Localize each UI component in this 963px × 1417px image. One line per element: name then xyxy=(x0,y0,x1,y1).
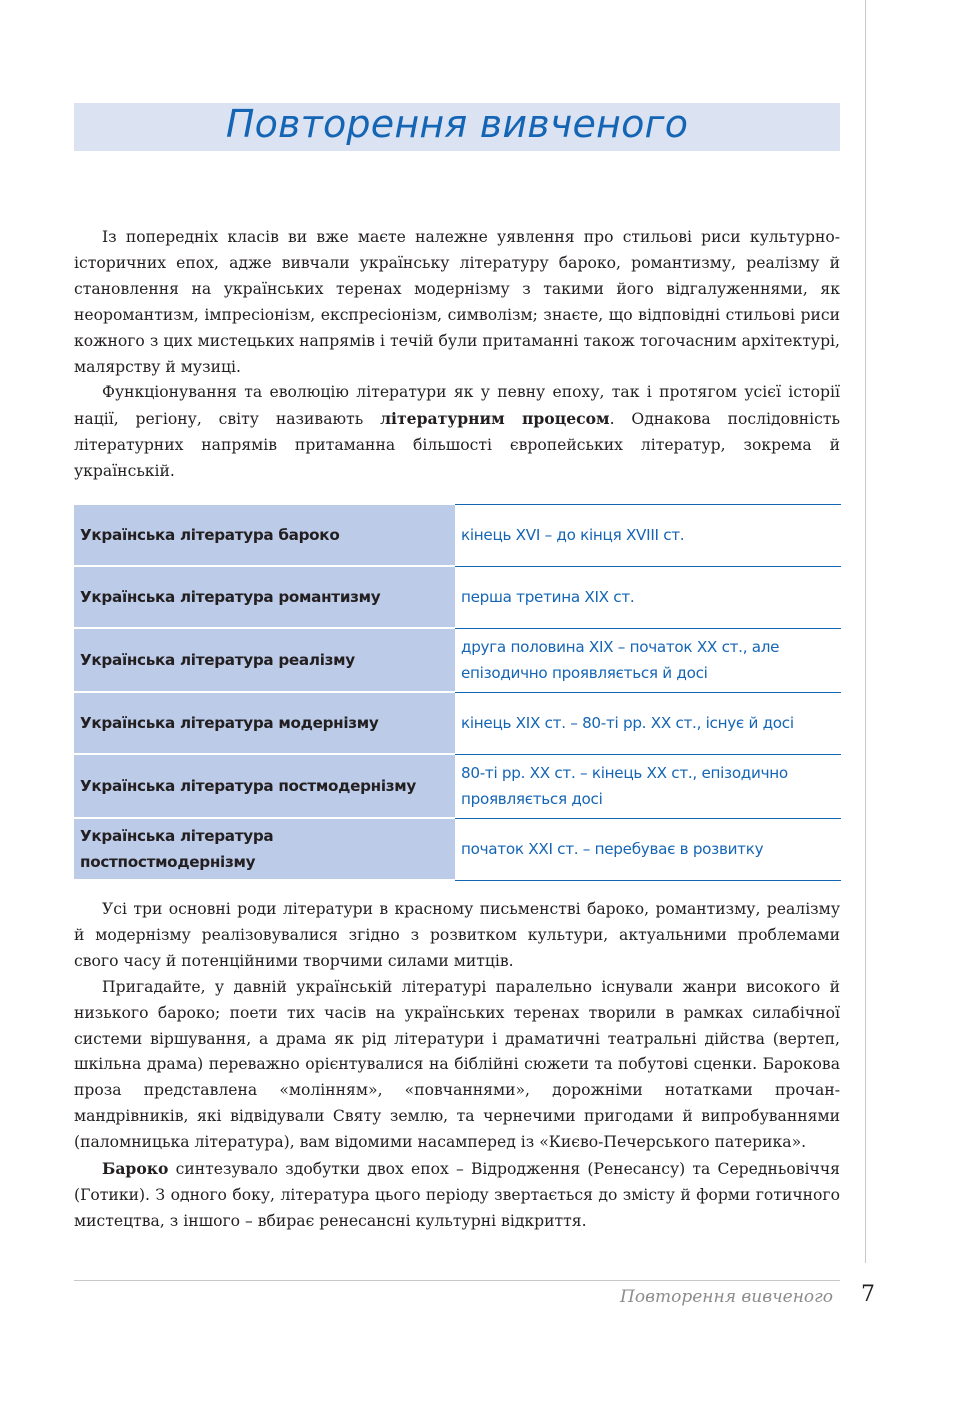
term-baroque: Бароко xyxy=(102,1159,169,1179)
period-name-cell: Українська література модернізму xyxy=(74,692,455,754)
page-number: 7 xyxy=(861,1282,875,1307)
table-row xyxy=(74,754,841,818)
intro-text xyxy=(74,225,840,485)
paragraph-1: Із попередніх класів ви вже маєте належне уявлення про стильові риси культурно-історичних епох, адже вивчали українську літературу бароко, романтизму, реалізму й становлення на українських теренах модернізму з такими його відгалуженнями, як неоромантизм, імпресіонізм, експресіонізм, символізм; знаєте, що відповідні стильові риси кожного з цих мистецьких напрямів і течій були притаманні також тогочасним архітектурі, малярству й музиці. xyxy=(74,228,840,376)
body-text xyxy=(74,897,840,1235)
term-literary-process: літературним процесом xyxy=(380,409,610,429)
periods-table xyxy=(74,503,841,881)
period-time-cell: 80-ті рр. XX ст. – кінець XX ст., епізодично проявляється досі xyxy=(455,754,841,818)
paragraph-2 xyxy=(74,380,840,485)
footer-rule xyxy=(74,1280,840,1281)
period-name-cell: Українська література постпостмодернізму xyxy=(74,818,455,880)
period-time-cell: кінець XVI – до кінця XVIII ст. xyxy=(455,504,841,566)
table-row xyxy=(74,818,841,880)
margin-rule xyxy=(865,0,866,1263)
period-time-cell: перша третина XIX ст. xyxy=(455,566,841,628)
paragraph-5-rest: синтезувало здобутки двох епох – Відродження (Ренесансу) та Середньовіччя (Готики). З одного боку, література цього періоду звертається до змісту й форми готичного мистецтва, з іншого – вбирає ренесансні культурні відкриття. xyxy=(74,1160,840,1230)
paragraph-2-start: Функціонування та еволюцію літератури як у певну епоху, так і протягом усієї історії нації, регіону, світу називають xyxy=(74,383,840,429)
period-name-cell: Українська література романтизму xyxy=(74,566,455,628)
paragraph-5 xyxy=(74,1156,840,1235)
page-title: Повторення вивченого xyxy=(225,102,689,146)
running-head: Повторення вивченого xyxy=(620,1287,833,1307)
period-time-cell: початок XXI ст. – перебуває в розвитку xyxy=(455,818,841,880)
paragraph-3: Усі три основні роди літератури в красному письменстві бароко, романтизму, реалізму й модернізму реалізовувалися згідно з розвитком культури, актуальними проблемами свого часу й потенційними творчими силами митців. xyxy=(74,900,840,970)
paragraph-2-end: . Однакова послідовність літературних напрямів притаманна більшості європейських літератур, зокрема й українській. xyxy=(74,410,840,481)
periods-table-body xyxy=(74,504,841,880)
table-row xyxy=(74,628,841,692)
period-time-cell: кінець XIX ст. – 80-ті рр. XX ст., існує й досі xyxy=(455,692,841,754)
paragraph-4: Пригадайте, у давній українській літературі паралельно існували жанри високого й низького бароко; поети тих часів на українських теренах творили в рамках силабічної системи віршування, а драма як рід літератури і драматичні театральні дійства (вертеп, шкільна драма) переважно орієнтувалися на біблійні сюжети та побутові сценки. Барокова проза представлена «молінням», «повчаннями», дорожніми нотатками прочан-мандрівників, які відвідували Святу землю, та чернечими пригодами й випробуваннями (паломницька література), вам відомими насамперед із «Києво-Печерського патерика». xyxy=(74,977,840,1152)
period-name-cell: Українська література постмодернізму xyxy=(74,754,455,818)
period-name-cell: Українська література бароко xyxy=(74,504,455,566)
period-time-cell: друга половина XIX – початок XX ст., але епізодично проявляється й досі xyxy=(455,628,841,692)
table-row xyxy=(74,504,841,566)
table-row xyxy=(74,692,841,754)
table-row xyxy=(74,566,841,628)
period-name-cell: Українська література реалізму xyxy=(74,628,455,692)
